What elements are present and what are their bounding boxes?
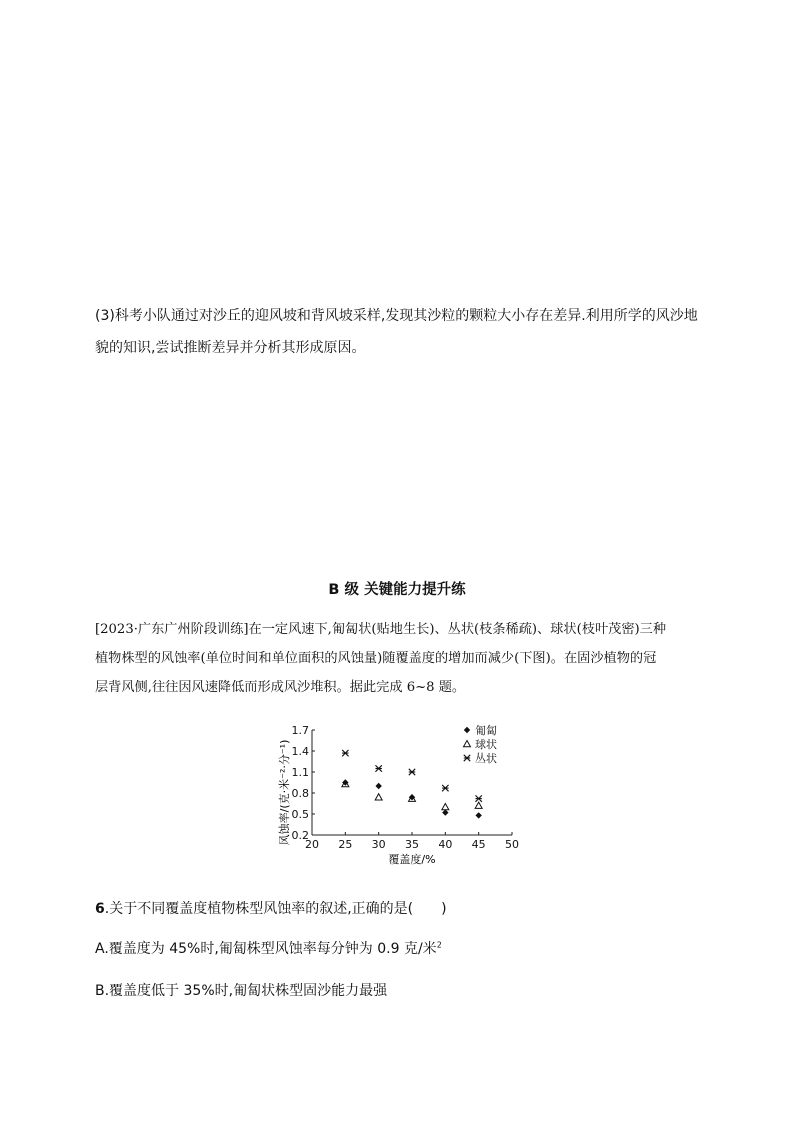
asterisk-point xyxy=(375,765,381,771)
chart-points xyxy=(342,750,482,819)
intro-text xyxy=(95,615,700,702)
x-tick-label: 30 xyxy=(371,838,386,851)
y-axis-ticks xyxy=(292,724,316,842)
question-6-stem-text: .关于不同覆盖度植物株型风蚀率的叙述,正确的是( ) xyxy=(104,901,447,917)
question-6-number: 6 xyxy=(95,901,105,917)
option-b: B.覆盖度低于 35%时,匍匐状株型固沙能力最强 xyxy=(95,983,388,999)
intro-line-1: [2023·广东广州阶段训练]在一定风速下,匍匐状(贴地生长)、丛状(枝条稀疏)、球状(枝叶茂密)三种 xyxy=(95,622,667,637)
y-tick-label: 0.5 xyxy=(291,808,309,821)
option-a-superscript: 2 xyxy=(436,940,442,950)
intro-line-3: 层背风侧,往往因风速降低而形成风沙堆积。据此完成 6~8 题。 xyxy=(95,680,466,695)
legend-label: 球状 xyxy=(475,738,497,751)
triangle-point xyxy=(375,794,382,800)
x-tick-label: 20 xyxy=(305,838,319,851)
question-3-line-1: (3)科考小队通过对沙丘的迎风坡和背风坡采样,发现其沙粒的颗粒大小存在差异.利用所学的风沙地 xyxy=(95,308,698,324)
asterisk-point xyxy=(342,750,348,756)
chart-legend xyxy=(464,723,498,765)
y-axis-label: 风蚀率/(克·米⁻²·分⁻¹) xyxy=(278,739,291,846)
triangle-point xyxy=(464,741,471,747)
intro-line-2: 植物株型的风蚀率(单位时间和单位面积的风蚀量)随覆盖度的增加而减少(下图)。在固沙植物的冠 xyxy=(95,651,657,666)
option-a xyxy=(95,938,442,958)
diamond-point xyxy=(475,812,481,818)
asterisk-point xyxy=(464,755,470,761)
y-tick-label: 1.1 xyxy=(291,766,309,779)
diamond-point xyxy=(464,727,470,733)
triangle-point xyxy=(475,802,482,808)
x-tick-label: 25 xyxy=(338,838,353,851)
diamond-point xyxy=(375,783,381,789)
x-tick-label: 40 xyxy=(438,838,453,851)
y-tick-label: 1.7 xyxy=(291,724,309,737)
y-tick-label: 1.4 xyxy=(291,745,309,758)
question-3-text xyxy=(95,300,700,364)
x-tick-label: 35 xyxy=(405,838,419,851)
asterisk-point xyxy=(442,785,448,791)
x-tick-label: 50 xyxy=(505,838,519,851)
triangle-point xyxy=(442,804,449,810)
asterisk-point xyxy=(409,769,415,775)
diamond-point xyxy=(442,809,448,815)
question-3-line-2: 貌的知识,尝试推断差异并分析其形成原因。 xyxy=(95,340,366,356)
y-tick-label: 0.8 xyxy=(291,787,309,800)
x-axis-label: 覆盖度/% xyxy=(388,853,436,866)
wind-erosion-chart xyxy=(270,718,530,870)
y-tick-label: 0.2 xyxy=(291,829,309,842)
legend-label: 丛状 xyxy=(475,752,497,765)
asterisk-point xyxy=(475,795,481,801)
option-a-text: A.覆盖度为 45%时,匍匐株型风蚀率每分钟为 0.9 克/米 xyxy=(95,941,437,957)
question-6-stem xyxy=(95,898,447,918)
x-tick-label: 45 xyxy=(471,838,486,851)
legend-label: 匍匐 xyxy=(475,724,497,737)
section-title: B 级 关键能力提升练 xyxy=(328,582,466,598)
